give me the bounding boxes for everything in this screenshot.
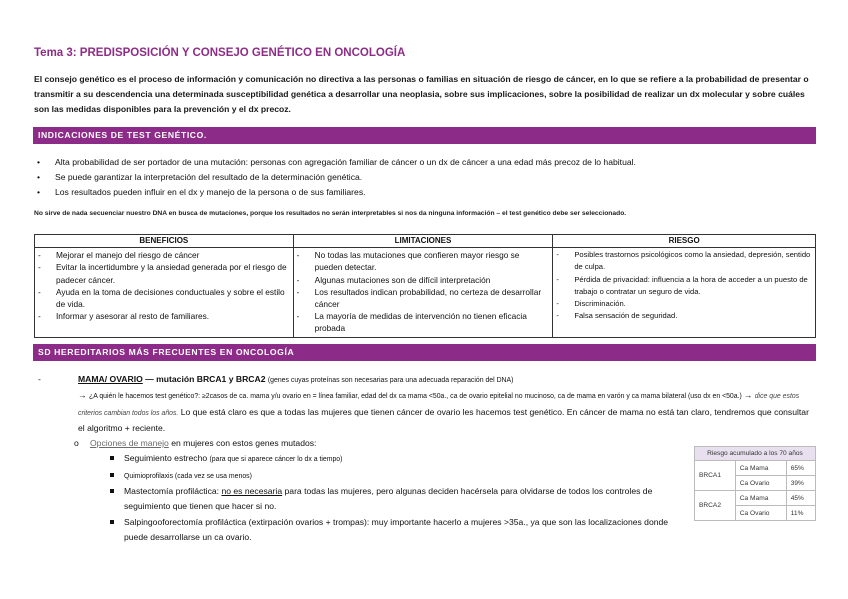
list-item: - Posibles trastornos psicológicos como la ansiedad, depresión, sentido de culpa. [556, 250, 811, 272]
value-cell: 65% [786, 461, 815, 476]
list-item: - La mayoría de medidas de intervención no tienen eficacia probada [296, 311, 527, 334]
list-item: - No todas las mutaciones que confieren mayor riesgo se pueden detectar. [296, 250, 520, 273]
list-item: • Alta probabilidad de ser portador de una mutación: personas con agregación familiar de cáncer o un dx de cáncer a una edad más precoz de lo habitual. [37, 157, 636, 167]
list-item: - Los resultados indican probabilidad, no certeza de desarrollar cáncer [296, 286, 542, 310]
criteria-paragraph: → ¿A quién le hacemos test genético?: ≥2casos de ca. mama y/u ovario en = línea familiar, edad del dx ca mama <50a., ca de ovario epitelial no mucinoso, ca de mama en varón y ca mama bilateral (uso dx en <50a.) → dice que estos criterios cambian todos los años. Lo que está claro es que a todas las mujeres que tienen cáncer de ovario les hacemos test genético. En cáncer de mama no está tan claro, tendremos que consultar el algoritmo + reciente. [78, 390, 809, 433]
section-header-sd-hereditarios: SD HEREDITARIOS MÁS FRECUENTES EN ONCOLOGÍA [33, 344, 816, 361]
table-row [695, 461, 816, 476]
cancer-cell: Ca Mama [735, 491, 786, 506]
bullet-square-icon [110, 456, 114, 460]
cancer-cell: Ca Mama [735, 461, 786, 476]
list-item: • Se puede garantizar la interpretación del resultado de la determinación genética. [37, 172, 363, 183]
value-cell: 45% [786, 491, 815, 506]
list-item: - Falsa sensación de seguridad. [556, 311, 678, 321]
header-beneficios: BENEFICIOS [35, 235, 294, 248]
list-item: Quimioprofilaxis (cada vez se usa menos) [34, 468, 814, 484]
list-item: Mastectomía profiláctica: no es necesaria para todas las mujeres, pero algunas deciden hacérsela para olvidarse de todos los controles de seguimiento que tienen que hacer si no. [34, 484, 684, 515]
note-text: No sirve de nada secuenciar nuestro DNA en busca de mutaciones, porque los resultados no serán interpretables si nos da ninguna información – el test genético debe ser seleccionado. [34, 210, 627, 217]
value-cell: 39% [786, 476, 815, 491]
cell-limitaciones [293, 248, 553, 337]
list-item: - Evitar la incertidumbre y la ansiedad generada por el riesgo de padecer cáncer. [38, 262, 287, 285]
risk-accumulated-table [694, 446, 816, 521]
cancer-cell: Ca Ovario [735, 476, 786, 491]
cancer-cell: Ca Ovario [735, 506, 786, 521]
list-item: - Mejorar el manejo del riesgo de cáncer [38, 250, 200, 261]
risk-table-title: Riesgo acumulado a los 70 años [695, 447, 816, 461]
page-title: Tema 3: PREDISPOSICIÓN Y CONSEJO GENÉTICO EN ONCOLOGÍA [34, 47, 406, 59]
list-item: - Ayuda en la toma de decisiones conductuales y sobre el estilo de vida. [38, 286, 285, 310]
opciones-manejo-link[interactable]: Opciones de manejo [90, 438, 169, 449]
bullet-square-icon [110, 489, 114, 493]
indicaciones-list [34, 155, 636, 201]
arrow-icon: → [78, 390, 87, 401]
cell-riesgo [553, 248, 816, 337]
list-item: - Pérdida de privacidad: influencia a la hora de acceder a un puesto de trabajo o contratar un seguro de vida. [556, 274, 808, 296]
list-item: • Los resultados pueden influir en el dx y manejo de la persona o de sus familiares. [37, 187, 366, 198]
list-item: - MAMA/ OVARIO — mutación BRCA1 y BRCA2 (genes cuyas proteínas son necesarias para una adecuada reparación del DNA) [38, 374, 514, 384]
list-item: o Opciones de manejo en mujeres con estos genes mutados: [74, 438, 317, 449]
header-riesgo: RIESGO [553, 235, 816, 248]
list-item: - Discriminación. [556, 299, 626, 309]
header-limitaciones: LIMITACIONES [293, 235, 553, 248]
arrow-icon: → [743, 390, 753, 401]
value-cell: 11% [786, 506, 815, 521]
table-row [695, 491, 816, 506]
gene-cell: BRCA1 [695, 461, 736, 491]
list-item: - Algunas mutaciones son de difícil interpretación [296, 274, 491, 285]
list-item: - Informar y asesorar al resto de familiares. [38, 311, 210, 322]
bullet-square-icon [110, 520, 114, 524]
list-item: Salpingooforectomía profiláctica (extirpación ovarios + trompas): muy importante hacerlo a mujeres >35a., ya que son las localizaciones donde puede desarrollarse un ca ovario. [34, 515, 684, 546]
intro-paragraph: El consejo genético es el proceso de información y comunicación no directiva a las personas o familias en situación de riesgo de cáncer, en lo que se refiere a la probabilidad de presentar o transmitir a su descendencia una determinada susceptibilidad genética a desarrollar una neoplasia, sobre sus implicaciones, sobre la posibilidad de realizar un dx molecular y sobre cuáles son las medidas disponibles para la prevención y el dx precoz. [34, 74, 809, 115]
section-header-indicaciones: INDICACIONES DE TEST GENÉTICO. [33, 127, 816, 144]
cell-beneficios [35, 248, 294, 337]
benefits-limitations-risk-table [34, 234, 816, 338]
mama-ovario-title: MAMA/ OVARIO [78, 374, 143, 384]
gene-cell: BRCA2 [695, 491, 736, 521]
bullet-square-icon [110, 473, 114, 477]
list-item: Seguimiento estrecho (para que si aparece cáncer lo dx a tiempo) [34, 451, 814, 467]
